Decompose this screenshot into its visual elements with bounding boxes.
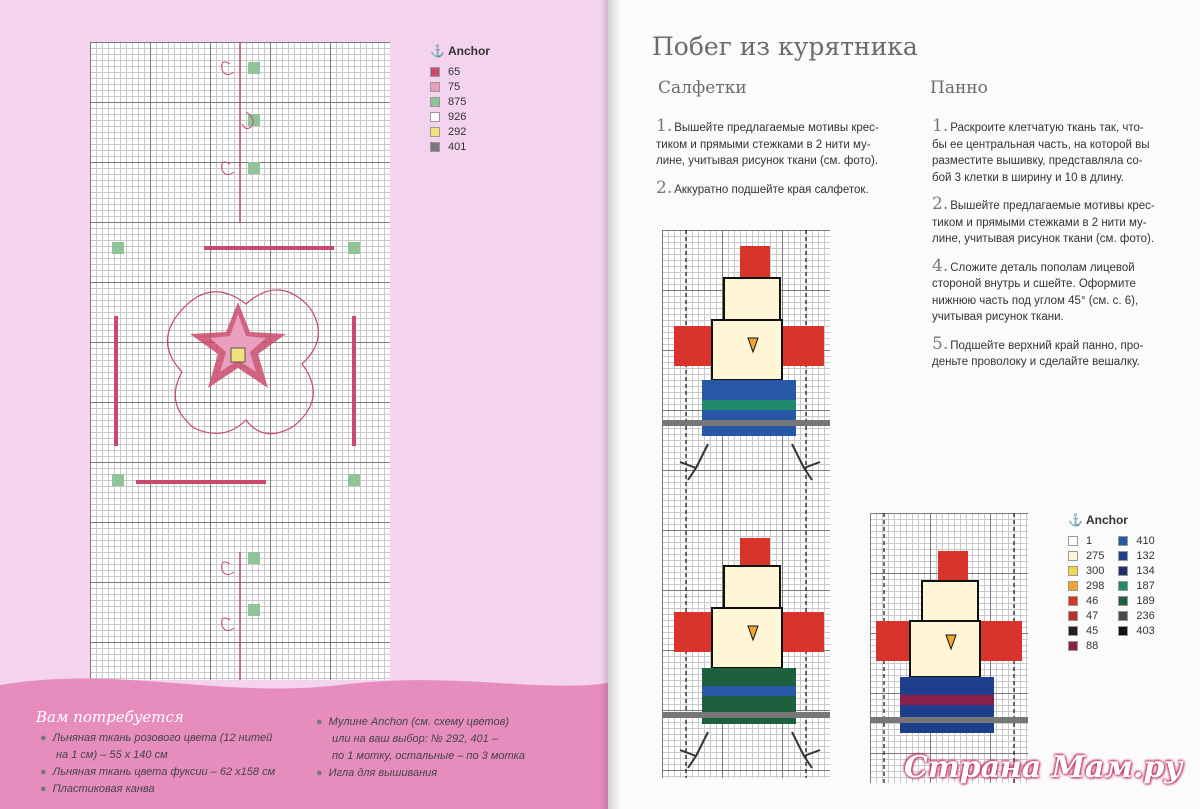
instruction-line: 1. Раскроите клетчатую ткань так, что- (932, 116, 1144, 136)
thread-code: 187 (1136, 579, 1155, 592)
panel-heading: Панно (930, 78, 988, 98)
color-swatch (1068, 611, 1078, 621)
materials-item: ● Мулине Anchon (см. схему цветов) (316, 716, 509, 728)
legend-row (1068, 533, 1104, 548)
color-swatch (430, 112, 440, 122)
instruction-line: лине, учитывая рисунок ткани (см. фото). (656, 155, 879, 167)
instruction-line: 5. Подшейте верхний край панно, про- (932, 333, 1144, 354)
right-page (608, 0, 1200, 809)
instruction-line: лине, учитывая рисунок ткани (см. фото). (932, 233, 1155, 245)
color-swatch (430, 142, 440, 152)
instruction-step (932, 333, 1192, 371)
legend-row (1118, 548, 1154, 563)
bullet-icon: ● (40, 766, 47, 778)
materials-title: Вам потребуется (36, 708, 184, 726)
legend-row (430, 109, 490, 124)
instruction-line: учитывая рисунок ткани. (932, 311, 1064, 323)
instruction-line: 2. Вышейте предлагаемые мотивы крес- (932, 194, 1155, 214)
legend-row (1068, 593, 1104, 608)
thread-code: 134 (1136, 564, 1155, 577)
color-swatch (1118, 536, 1128, 546)
step-number: 1. (932, 116, 949, 136)
thread-code: 46 (1086, 594, 1099, 607)
thread-code: 275 (1086, 549, 1105, 562)
thread-code: 926 (448, 110, 467, 123)
anchor-icon: ⚓ (430, 44, 445, 58)
instruction-line: нижнюю часть под углом 45° (см. с. 6), (932, 294, 1139, 307)
thread-code: 401 (448, 140, 467, 153)
thread-code: 132 (1136, 549, 1155, 562)
legend-row (1118, 563, 1154, 578)
instruction-step (656, 177, 926, 199)
instruction-line: 4. Сложите деталь пополам лицевой (932, 255, 1135, 276)
legend-row (1118, 533, 1154, 548)
thread-code: 75 (448, 80, 461, 93)
left-color-legend (430, 44, 490, 154)
legend-row (1068, 608, 1104, 623)
color-swatch (1068, 536, 1078, 546)
instruction-line: тиком и прямыми стежками в 2 нити му- (932, 216, 1147, 229)
thread-code: 292 (448, 125, 467, 138)
thread-code: 875 (448, 95, 467, 108)
napkins-steps (656, 118, 926, 208)
legend-row (430, 124, 490, 139)
materials-item: ● Игла для вышивания (316, 767, 438, 779)
instruction-step (932, 196, 1192, 248)
legend-row (430, 94, 490, 109)
color-swatch (1068, 626, 1078, 636)
thread-code: 403 (1136, 624, 1155, 637)
color-swatch (1118, 551, 1128, 561)
thread-code: 88 (1086, 639, 1099, 652)
page-fold (600, 0, 620, 809)
materials-item: ● Льняная ткань цвета фуксии – 62 х158 см (40, 766, 276, 778)
thread-code: 189 (1136, 594, 1155, 607)
anchor-icon: ⚓ (1068, 513, 1083, 527)
thread-code: 47 (1086, 609, 1099, 622)
color-swatch (1068, 566, 1078, 576)
legend-row (1118, 578, 1154, 593)
color-swatch (1068, 596, 1078, 606)
step-number: 1. (656, 116, 673, 136)
color-swatch (430, 67, 440, 77)
legend-row (1118, 623, 1154, 638)
instruction-line: разместите вышивку, представляла со- (932, 155, 1143, 167)
site-watermark: Страна Мам.ру (904, 750, 1183, 785)
legend-row (1068, 578, 1104, 593)
right-color-legend (1068, 513, 1155, 653)
thread-code: 65 (448, 65, 461, 78)
thread-code: 300 (1086, 564, 1105, 577)
step-number: 5. (932, 333, 949, 354)
color-swatch (1068, 581, 1078, 591)
instruction-line: бой 3 клетки в ширину и 10 в длину. (932, 171, 1124, 184)
rooster-chart-1 (662, 230, 830, 778)
materials-list-col1 (40, 730, 275, 798)
step-number: 2. (932, 194, 949, 214)
instruction-line: стороной внутрь и сшейте. Оформите (932, 278, 1136, 290)
color-swatch (430, 127, 440, 137)
anchor-legend-title: ⚓ Anchor (1068, 513, 1128, 527)
instruction-line: бы ее центральная часть, на которой вы (932, 138, 1150, 151)
materials-item: на 1 см) – 55 х 140 см (56, 749, 168, 761)
thread-code: 1 (1086, 534, 1093, 547)
bullet-icon: ● (40, 732, 47, 744)
materials-item: ● Пластиковая канва (40, 783, 155, 795)
bullet-icon: ● (40, 783, 47, 795)
color-swatch (1068, 551, 1078, 561)
instruction-step (656, 118, 926, 170)
instruction-step (932, 255, 1192, 326)
page-title: Побег из курятника (652, 32, 918, 61)
napkins-heading: Салфетки (658, 78, 747, 98)
materials-item: ● Льняная ткань розового цвета (12 нитей (40, 732, 273, 744)
legend-row (1068, 563, 1104, 578)
flower-chart-grid (90, 42, 390, 680)
instruction-line: тиком и прямыми стежками в 2 нити му- (656, 138, 871, 151)
thread-code: 410 (1136, 534, 1155, 547)
color-swatch (1118, 596, 1128, 606)
instruction-line: деньте проволоку и сделайте вешалку. (932, 356, 1140, 368)
bullet-icon: ● (316, 767, 323, 779)
legend-row (1068, 623, 1104, 638)
color-swatch (1118, 626, 1128, 636)
color-swatch (1068, 641, 1078, 651)
legend-row (1068, 548, 1104, 563)
materials-item: по 1 мотку, остальные – по 3 мотка (332, 750, 525, 762)
legend-row (1118, 608, 1154, 623)
rooster-chart-2 (870, 513, 1028, 783)
color-swatch (430, 82, 440, 92)
anchor-legend-title: ⚓ Anchor (430, 44, 490, 58)
instruction-line: 1. Вышейте предлагаемые мотивы крес- (656, 116, 879, 136)
legend-row (1118, 593, 1154, 608)
materials-list-col2 (316, 714, 525, 782)
instruction-line: 2. Аккуратно подшейте края салфеток. (656, 177, 869, 198)
flower-chart-motif (90, 42, 390, 680)
bullet-icon: ● (316, 716, 323, 728)
legend-row (430, 79, 490, 94)
materials-item: или на ваш выбор: № 292, 401 – (332, 733, 498, 745)
instruction-step (932, 118, 1192, 186)
legend-row (430, 139, 490, 154)
legend-row (1068, 638, 1104, 653)
legend-row (430, 64, 490, 79)
color-swatch (1118, 611, 1128, 621)
panel-steps (932, 118, 1192, 381)
step-number: 4. (932, 255, 949, 276)
color-swatch (1118, 581, 1128, 591)
color-swatch (1118, 566, 1128, 576)
thread-code: 236 (1136, 609, 1155, 622)
thread-code: 298 (1086, 579, 1105, 592)
thread-code: 45 (1086, 624, 1099, 637)
step-number: 2. (656, 177, 673, 198)
color-swatch (430, 97, 440, 107)
